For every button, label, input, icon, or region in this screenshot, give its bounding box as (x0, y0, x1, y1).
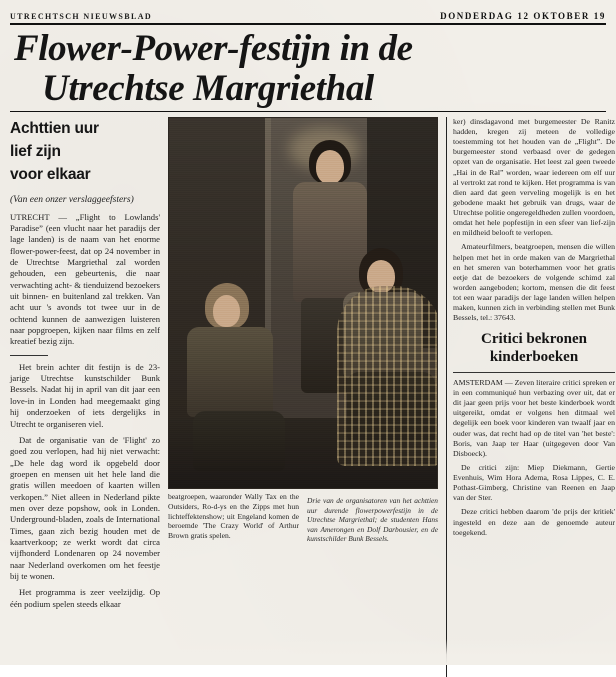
caption-row (168, 489, 438, 544)
paragraph: Deze critici hebben daarom 'de prijs der kritiek' ingesteld en deze aan de genoemde auteur toegekend. (453, 507, 615, 537)
photo-caption (307, 492, 438, 544)
paragraph-lead: UTRECHT — „Flight to Lowlands' Paradise” (een vlucht naar het paradijs der lage landen) is de naam van het enorme flower-power-feest, dat op 24 november in de Utrechtse Margriethal zal worden gehouden, een gebeurtenis, die naar verwachting acht- & tienduizend bezoekers uit binnen- en buitenland zal trekken. Van acht uur 's avonds tot twee uur in de ochtend kunnen de aanwezigen luisteren naar popgroepen, kijken naar films en zelf kreatief bezig zijn. (10, 211, 160, 347)
photo-caption-text: Drie van de organisatoren van het achttien uur durende flowerpowerfestijn in de Utrechtse Margriethal; de studenten Hans van Amerongen en Dolf Darbousier, en de kunstschilder Bunk Bessels. (307, 495, 438, 544)
left-column (10, 117, 160, 677)
paragraph: Het programma is zeer veelzijdig. Op één podium spelen steeds elkaar (10, 587, 160, 609)
photo-figure-head (213, 295, 240, 327)
photo-figure-head (316, 150, 344, 184)
right-section-body (453, 378, 615, 538)
section-heading-critici: Critici bekronen kinderboeken (481, 331, 587, 365)
right-column (446, 117, 615, 677)
section-divider (453, 372, 615, 373)
sub-headline-line-1: Achttien uur (10, 119, 99, 137)
right-body (453, 117, 615, 324)
paragraph: AMSTERDAM — Zeven literaire critici spreken er in een communiqué hun verbazing over uit, dat er dit jaar geen prijs voor het beste kinderboek wordt uitgereikt, omdat er volgens hen ditmaal wel degelijk een boek voor kinderen van twaalf jaar en ouder was, dat recht had op de titel van 'het beste': Boris, van Jaap ter Haar (uitgegeven door Van Disboeck). (453, 377, 615, 458)
photo-figure-torso (187, 327, 273, 417)
headline-line-1: Flower-Power-festijn in de (14, 28, 413, 69)
middle-column (168, 117, 438, 677)
paragraph: Dat de organisatie van de 'Flight' zo goed zou verlopen, had hij niet verwacht: „De hele dag word ik opgebeld door groepen en mensen uit het hele land die gratis willen meedoen of kaarten willen verkopen.” Niet alleen in Nederland pikte men over deze popshow, ook in Londen. Underground-bladen, zoals de International Times, gaan zich bezig houden met de kaartverkoop; ze werkt wordt dat circa vijfhonderd Londenaren op 24 november naar Nederland overkomen om het feestje bij te wonen. (10, 434, 160, 581)
paper-name: UTRECHTSCH NIEUWSBLAD (10, 12, 153, 21)
paragraph: beatgroepen, waaronder Wally Tax en the Outsiders, Ro-d-ys en the Zipps met hun lichteffektenshow; uit Engeland komen de beroemde 'The Crazy World' of Arthur Brown gratis spelen. (168, 491, 299, 541)
sub-headline-line-2: lief zijn (10, 143, 61, 161)
publication-date: DONDERDAG 12 OKTOBER 19 (440, 11, 606, 21)
sub-headline (10, 117, 160, 187)
paragraph-divider (10, 355, 48, 356)
paragraph: De critici zijn: Miep Diekmann, Gertie Evenhuis, Wim Hora Adema, Rosa Lippes, C. E. Pothast-Gimberg, Christine van Reenen en Jaap van der Ster. (453, 462, 615, 503)
headline-line-2: Utrechtse Margriethal (42, 67, 374, 109)
article-grid (10, 112, 615, 677)
page-title (10, 25, 606, 112)
left-column-continuation (168, 492, 299, 544)
photo-figure-seated-left (183, 283, 283, 473)
article-photo (168, 117, 438, 489)
paragraph: Amateurfilmers, beatgroepen, mensen die willen helpen met het in orde maken van de Margriethal en het smeren van boterhammen voor het gratis eetje dat de bezoekers de volgende schimd zal worden aangeboden; kortom, mensen die dit feest tot een waar paradijs der lage landen willen helpen maken, kunnen zich in verbinding stellen met Bunk Bessels, tel.: 37643. (453, 242, 615, 323)
photo-wicker-chair (337, 286, 438, 466)
masthead (10, 6, 606, 25)
left-body (10, 212, 160, 610)
paragraph: ker) dinsdagavond met burgemeester De Ranitz hadden, kregen zij meteen de volledige toestemming tot het houden van de „Flight”. De burgemeester stond verbaasd over de gedegen opzet van de organisatie. Het leest zal geen tweede „Hai in de Ral” worden, waar iedereen om elf uur al vertrokt zat rond te kijken. Het programma is van dien aard dat geen verveling mogelijk is en het gebodene maakt het gebruik van drugs, waar de Utrechtse politie ongeregeldheden zullen voordoen, omdat het hele popfestijn in een sfeer van lief-zijn en mildheid belooft te verlopen. (453, 116, 615, 238)
photo-figure-legs (193, 411, 285, 471)
byline: (Van een onzer verslaggeefsters) (10, 194, 134, 205)
sub-headline-line-3: voor elkaar (10, 166, 91, 184)
paragraph: Het brein achter dit festijn is de 23-jarige Utrechtse kunstschilder Bunk Bessels. Nadat hij in april van dit jaar een love-in in Londen had meegemaakt ging hij onderzoeken of iets dergelijks in Utrecht te organiseren viel. (10, 361, 160, 429)
